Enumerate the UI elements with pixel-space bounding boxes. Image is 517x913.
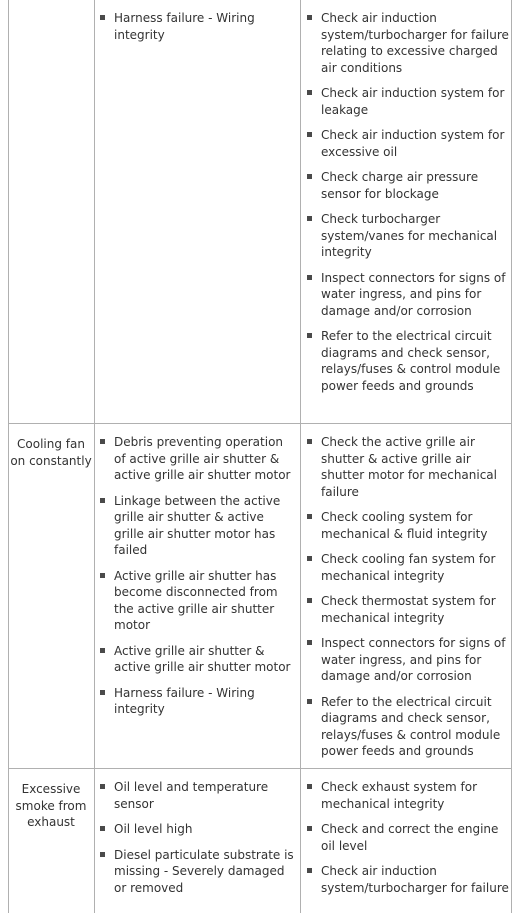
possible-causes-cell (100, 10, 296, 52)
diagnostic-table (8, 0, 512, 913)
causes-list (100, 434, 296, 718)
square-bullet-icon (100, 826, 105, 831)
actions-list (307, 10, 510, 394)
actions-list (307, 779, 510, 896)
square-bullet-icon (307, 598, 312, 603)
causes-list (100, 10, 296, 43)
list-item: Harness failure - Wiring integrity (100, 10, 296, 43)
square-bullet-icon (100, 852, 105, 857)
list-item: Oil level high (100, 821, 296, 838)
square-bullet-icon (307, 15, 312, 20)
list-item: Debris preventing operation of active grille air shutter & active grille air shutter motor (100, 434, 296, 484)
list-item: Inspect connectors for signs of water ingress, and pins for damage and/or corrosion (307, 635, 510, 685)
actions-cell (307, 779, 510, 905)
list-item: Check the active grille air shutter & active grille air shutter motor for mechanical failure (307, 434, 510, 500)
square-bullet-icon (307, 439, 312, 444)
square-bullet-icon (100, 15, 105, 20)
table-row (8, 424, 512, 768)
list-item: Active grille air shutter & active grille air shutter motor (100, 643, 296, 676)
square-bullet-icon (307, 826, 312, 831)
list-item: Check exhaust system for mechanical integrity (307, 779, 510, 812)
list-item: Check air induction system for excessive oil (307, 127, 510, 160)
square-bullet-icon (100, 648, 105, 653)
square-bullet-icon (307, 275, 312, 280)
list-item: Check thermostat system for mechanical integrity (307, 593, 510, 626)
list-item: Refer to the electrical circuit diagrams and check sensor, relays/fuses & control module power feeds and grounds (307, 694, 510, 760)
list-item: Check cooling system for mechanical & fluid integrity (307, 509, 510, 542)
square-bullet-icon (307, 216, 312, 221)
square-bullet-icon (307, 90, 312, 95)
list-item: Check and correct the engine oil level (307, 821, 510, 854)
causes-list (100, 779, 296, 896)
list-item: Check air induction system/turbocharger for failure relating to excessive charged air conditions (307, 10, 510, 76)
square-bullet-icon (307, 556, 312, 561)
list-item: Diesel particulate substrate is missing - Severely damaged or removed (100, 847, 296, 897)
list-item: Check air induction system for leakage (307, 85, 510, 118)
possible-causes-cell (100, 779, 296, 905)
list-item: Linkage between the active grille air shutter & active grille air shutter motor has failed (100, 493, 296, 559)
square-bullet-icon (100, 784, 105, 789)
list-item: Check turbocharger system/vanes for mechanical integrity (307, 211, 510, 261)
list-item: Active grille air shutter has become disconnected from the active grille air shutter motor (100, 568, 296, 634)
list-item: Oil level and temperature sensor (100, 779, 296, 812)
square-bullet-icon (100, 573, 105, 578)
square-bullet-icon (100, 690, 105, 695)
square-bullet-icon (307, 868, 312, 873)
square-bullet-icon (307, 640, 312, 645)
square-bullet-icon (307, 784, 312, 789)
symptom-cell: Excessive smoke from exhaust (15, 782, 87, 829)
list-item: Check cooling fan system for mechanical integrity (307, 551, 510, 584)
square-bullet-icon (307, 132, 312, 137)
actions-cell (307, 10, 510, 403)
square-bullet-icon (307, 174, 312, 179)
square-bullet-icon (307, 514, 312, 519)
table-row (8, 769, 512, 913)
square-bullet-icon (100, 439, 105, 444)
list-item: Refer to the electrical circuit diagrams and check sensor, relays/fuses & control module power feeds and grounds (307, 328, 510, 394)
list-item: Inspect connectors for signs of water ingress, and pins for damage and/or corrosion (307, 270, 510, 320)
symptom-cell: Cooling fan on constantly (10, 437, 92, 468)
table-row (8, 0, 512, 423)
actions-list (307, 434, 510, 760)
list-item: Check charge air pressure sensor for blockage (307, 169, 510, 202)
possible-causes-cell (100, 434, 296, 727)
square-bullet-icon (307, 333, 312, 338)
square-bullet-icon (100, 498, 105, 503)
square-bullet-icon (307, 699, 312, 704)
list-item: Harness failure - Wiring integrity (100, 685, 296, 718)
actions-cell (307, 434, 510, 769)
list-item: Check air induction system/turbocharger for failure (307, 863, 510, 896)
